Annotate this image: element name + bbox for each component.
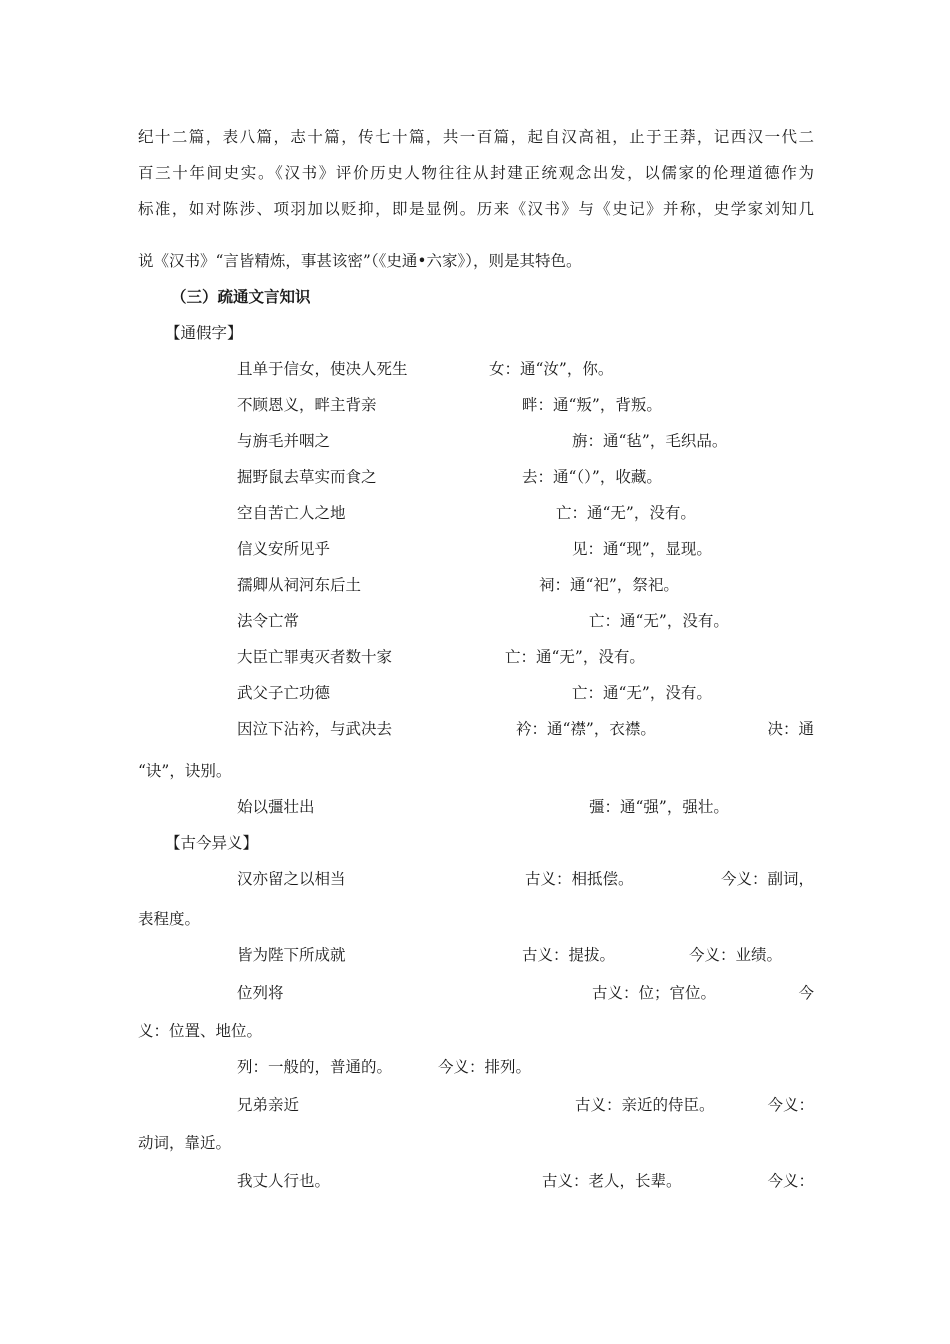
tongjiazi-item-text: 大臣亡罪夷灭者数十家 [237,648,393,666]
intro-line-4: 说《汉书》“言皆精炼，事甚该密”（《史通•六家》），则是其特色。 [138,252,582,270]
gujin-item-wrap: 表程度。 [138,910,201,928]
intro-line-2: 百三十年间史实。《汉书》评价历史人物往往从封建正统观念出发，以儒家的伦理道德作为 [138,164,814,182]
intro-line-3: 标准，如对陈涉、项羽加以贬抑，即是显例。历来《汉书》与《史记》并称，史学家刘知几 [138,200,814,218]
gujin-item-jin: 今义：业绩。 [689,946,783,964]
tongjiazi-item-text: 信义安所见乎 [237,540,331,558]
gujin-item-gu: 古义：亲近的侍臣。 [575,1096,715,1114]
gujin-item-jin: 今义： [767,1096,814,1114]
gujin-item-text: 我丈人行也。 [237,1172,331,1190]
gujin-item-jin: 今义：排列。 [438,1058,532,1076]
tongjiazi-label: 【通假字】 [165,324,243,342]
tongjiazi-item-text: 掘野鼠去草实而食之 [237,468,377,486]
intro-line-1: 纪十二篇，表八篇，志十篇，传七十篇，共一百篇，起自汉高祖，止于王莽，记西汉一代二 [138,128,814,146]
gujin-label: 【古今异义】 [165,834,259,852]
gujin-item-text: 汉亦留之以相当 [237,870,346,888]
gujin-item-gu: 古义：位；官位。 [592,984,717,1002]
tongjiazi-item-note: 衿：通“襟”，衣襟。 [516,720,656,738]
tongjiazi-item-note: 畔：通“叛”，背叛。 [522,396,662,414]
gujin-item-jin: 今义： [767,1172,814,1190]
gujin-item-jin: 今义：副词， [720,870,814,888]
tongjiazi-item-note: 亡：通“无”，没有。 [556,504,696,522]
gujin-item-text: 列：一般的，普通的。 [237,1058,393,1076]
gujin-item-gu: 古义：老人，长辈。 [542,1172,682,1190]
tongjiazi-item-text: 武父子亡功德 [237,684,331,702]
gujin-item-text: 皆为陛下所成就 [237,946,346,964]
tongjiazi-item-note: 亡：通“无”，没有。 [505,648,645,666]
tongjiazi-item-text: 孺卿从祠河东后土 [237,576,362,594]
tongjiazi-item-text: 因泣下沾衿，与武决去 [237,720,393,738]
gujin-item-text: 兄弟亲近 [237,1096,300,1114]
tongjiazi-item-text: 空自苦亡人之地 [237,504,346,522]
tongjiazi-item-wrap: “诀”，诀别。 [138,762,232,780]
tongjiazi-item-note: 去：通“（）”，收藏。 [522,468,662,486]
gujin-item-jin: 今 [798,984,814,1002]
tongjiazi-item-text: 与旃毛并咽之 [237,432,331,450]
tongjiazi-item-note: 女：通“汝”，你。 [489,360,614,378]
tongjiazi-item-text: 始以彊壮出 [237,798,315,816]
gujin-item-wrap: 动词，靠近。 [138,1134,232,1152]
tongjiazi-item-note: 祠：通“祀”，祭祀。 [539,576,679,594]
tongjiazi-item-text: 法令亡常 [237,612,300,630]
gujin-item-gu: 古义：相抵偿。 [525,870,634,888]
tongjiazi-item-note: 亡：通“无”，没有。 [572,684,712,702]
tongjiazi-item-note-2: 决：通 [767,720,814,738]
gujin-item-wrap: 义：位置、地位。 [138,1022,263,1040]
tongjiazi-item-note: 见：通“现”，显现。 [572,540,712,558]
tongjiazi-item-text: 不顾恩义，畔主背亲 [237,396,377,414]
tongjiazi-item-note: 旃：通“毡”，毛织品。 [572,432,728,450]
section-heading: （三）疏通文言知识 [171,287,311,306]
tongjiazi-item-note: 亡：通“无”，没有。 [589,612,729,630]
tongjiazi-item-note: 彊：通“强”，强壮。 [589,798,729,816]
gujin-item-text: 位列将 [237,984,284,1002]
tongjiazi-item-text: 且单于信女，使决人死生 [237,360,408,378]
gujin-item-gu: 古义：提拔。 [522,946,616,964]
